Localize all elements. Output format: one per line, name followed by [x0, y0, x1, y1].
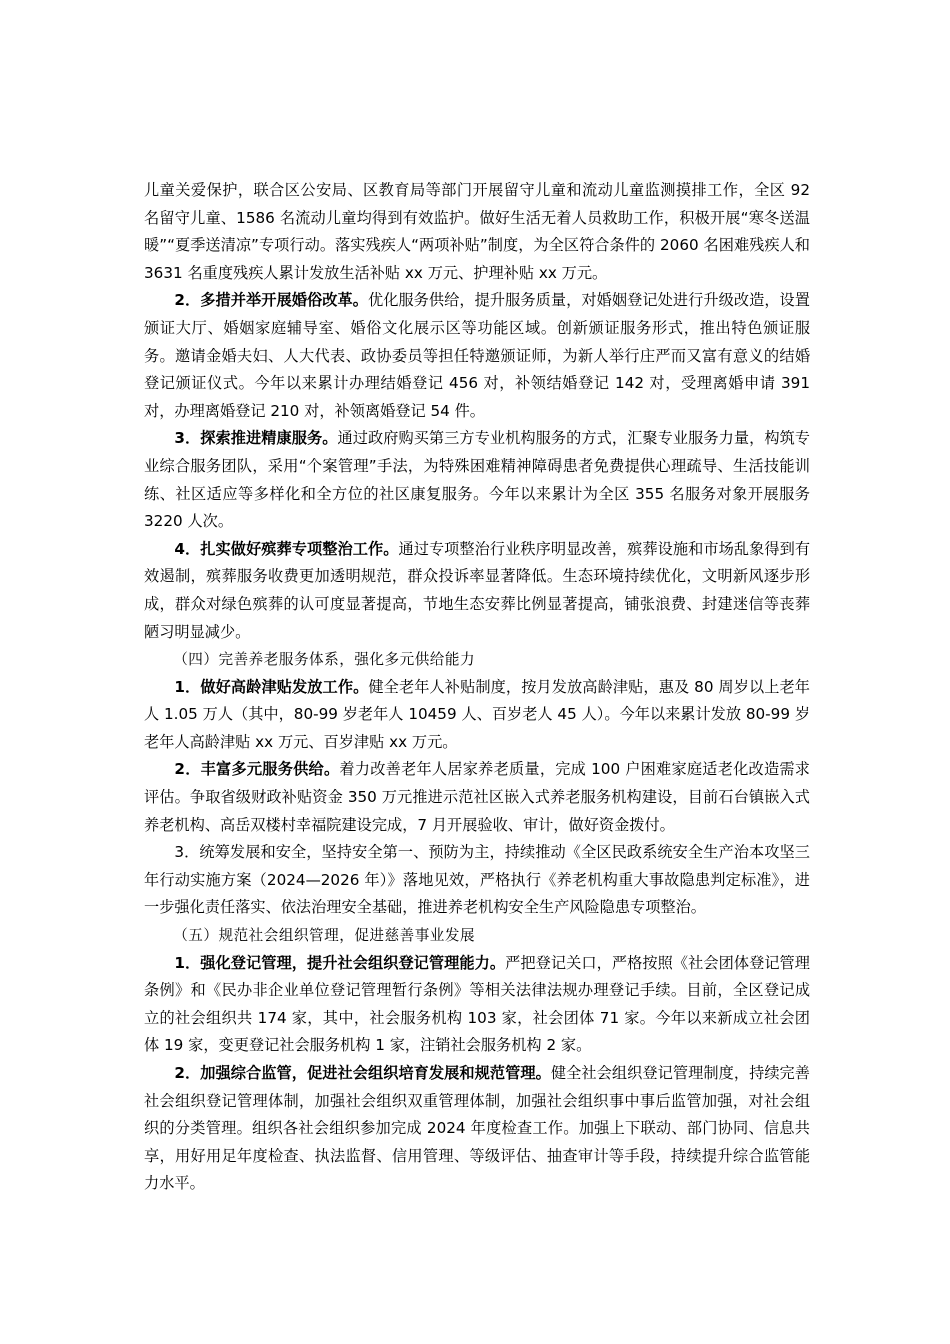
- paragraph-text: 3．统筹发展和安全，坚持安全第一、预防为主，持续推动《全区民政系统安全生产治本攻坚三年行动实施方案（2024—2026 年）》落地见效，严格执行《养老机构重大事故隐患判定标准》，进一步强化责任落实、依法治理安全基础，推进养老机构安全生产风险隐患专项整治。: [144, 843, 810, 917]
- paragraph-lead: 2．丰富多元服务供给。: [174, 760, 340, 779]
- paragraph-text: 通过专项整治行业秩序明显改善，殡葬设施和市场乱象得到有效遏制，殡葬服务收费更加透明规范，群众投诉率显著降低。生态环境持续优化，文明新风逐步形成，群众对绿色殡葬的认可度显著提高，节地生态安葬比例显著提高，铺张浪费、封建迷信等丧葬陋习明显减少。: [144, 539, 811, 641]
- paragraph-text: 优化服务供给，提升服务质量，对婚姻登记处进行升级改造，设置颁证大厅、婚姻家庭辅导室、婚俗文化展示区等功能区域。创新颁证服务形式，推出特色颁证服务。邀请金婚夫妇、人大代表、政协委员等担任特邀颁证师，为新人举行庄严而又富有意义的结婚登记颁证仪式。今年以来累计办理结婚登记 456 对，补领结婚登记 142 对，受理离婚申请 391 对，办理离婚登记 210 对，补领离婚登记 54 件。: [144, 291, 810, 420]
- paragraph-mental-rehab: [144, 425, 810, 535]
- paragraph-lead: 1．做好高龄津贴发放工作。: [174, 677, 369, 696]
- paragraph-service-supply: [144, 756, 810, 839]
- paragraph-child-protection: [144, 177, 810, 287]
- paragraph-lead: 2．加强综合监管，促进社会组织培育发展和规范管理。: [174, 1064, 551, 1082]
- paragraph-safety: [144, 839, 810, 922]
- paragraph-text: 着力改善老年人居家养老质量，完成 100 户困难家庭适老化改造需求评估。争取省级财政补贴资金 350 万元推进示范社区嵌入式养老服务机构建设，目前石台镇嵌入式养老机构、高岳双楼村幸福院建设完成，7 月开展验收、审计，做好资金拨付。: [144, 760, 810, 834]
- paragraph-lead: 4．扎实做好殡葬专项整治工作。: [174, 539, 399, 558]
- paragraph-text: 儿童关爱保护，联合区公安局、区教育局等部门开展留守儿童和流动儿童监测摸排工作，全区 92 名留守儿童、1586 名流动儿童均得到有效监护。做好生活无着人员救助工作，积极开展“寒冬送温暖”“夏季送清凉”专项行动。落实残疾人“两项补贴”制度，为全区符合条件的 2060 名困难残疾人和 3631 名重度残疾人累计发放生活补贴 xx 万元、护理补贴 xx 万元。: [144, 181, 810, 282]
- paragraph-lead: 3．探索推进精康服务。: [174, 429, 338, 448]
- paragraph-text: 通过政府购买第三方专业机构服务的方式，汇聚专业服务力量，构筑专业综合服务团队，采用“个案管理”手法，为特殊困难精神障碍患者免费提供心理疏导、生活技能训练、社区适应等多样化和全方位的社区康复服务。今年以来累计为全区 355 名服务对象开展服务 3220 人次。: [144, 429, 810, 531]
- paragraph-elderly-allowance: [144, 674, 810, 757]
- paragraph-text: 健全老年人补贴制度，按月发放高龄津贴，惠及 80 周岁以上老年人 1.05 万人（其中，80-99 岁老年人 10459 人、百岁老人 45 人）。今年以来累计发放 80-99 岁老年人高龄津贴 xx 万元、百岁津贴 xx 万元。: [144, 677, 811, 751]
- paragraph-supervision: [144, 1060, 810, 1198]
- paragraph-text: 健全社会组织登记管理制度，持续完善社会组织登记管理体制，加强社会组织双重管理体制，加强社会组织事中事后监管加强，对社会组织的分类管理。组织各社会组织参加完成 2024 年度检查工作。加强上下联动、部门协同、信息共享，用好用足年度检查、执法监督、信用管理、等级评估、抽查审计等手段，持续提升综合监管能力水平。: [144, 1064, 810, 1193]
- document-page: [144, 177, 810, 1198]
- paragraph-text: 严把登记关口，严格按照《社会团体登记管理条例》和《民办非企业单位登记管理暂行条例》等相关法律法规办理登记手续。目前，全区登记成立的社会组织共 174 家，其中，社会服务机构 103 家，社会团体 71 家。今年以来新成立社会团体 19 家，变更登记社会服务机构 1 家，注销社会服务机构 2 家。: [144, 953, 810, 1055]
- section-heading-elderly-care: （四）完善养老服务体系，强化多元供给能力: [173, 651, 476, 669]
- section-heading-social-orgs: （五）规范社会组织管理，促进慈善事业发展: [173, 927, 476, 945]
- paragraph-marriage-reform: [144, 287, 810, 425]
- paragraph-lead: 1．强化登记管理，提升社会组织登记管理能力。: [174, 953, 506, 972]
- paragraph-lead: 2．多措并举开展婚俗改革。: [174, 291, 368, 310]
- paragraph-registration: [144, 950, 810, 1060]
- paragraph-funeral-rectification: [144, 536, 810, 646]
